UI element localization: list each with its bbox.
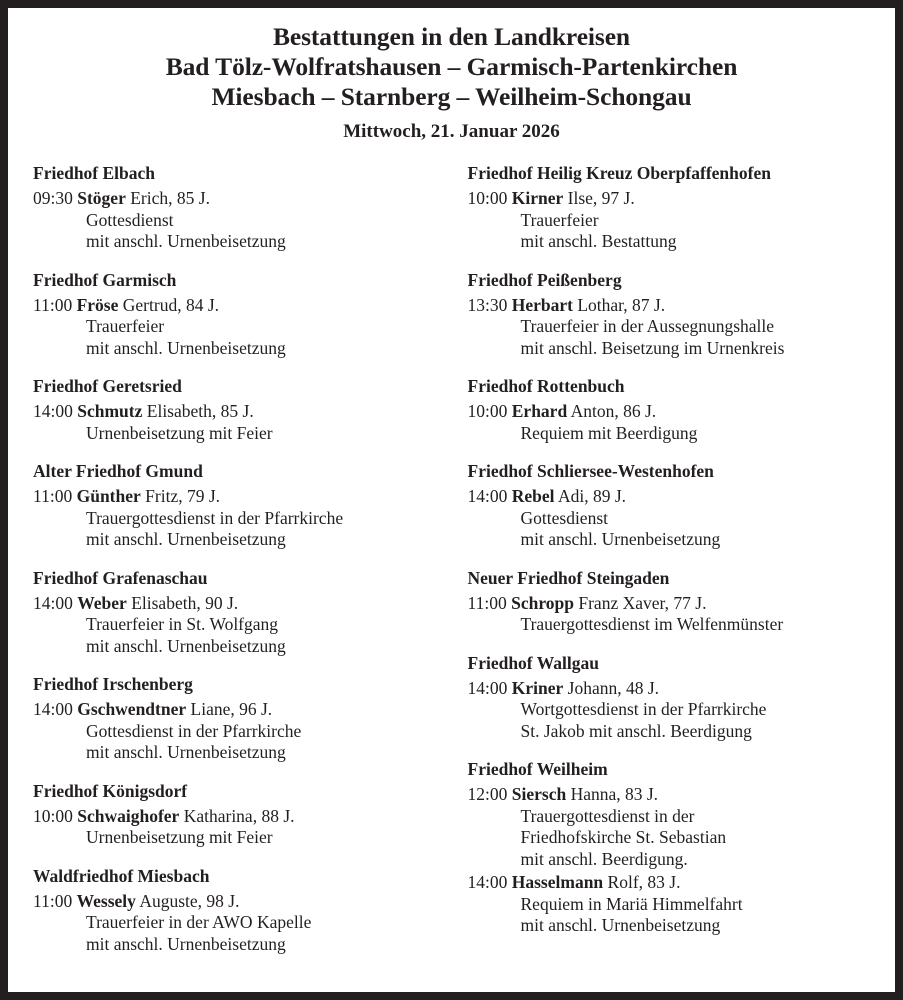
funeral-entry xyxy=(33,486,434,551)
entry-detail-line: mit anschl. Beisetzung im Urnenkreis xyxy=(520,337,785,358)
cemetery-name: Friedhof Peißenberg xyxy=(467,269,622,290)
cemetery-name: Friedhof Schliersee-Westenhofen xyxy=(467,461,714,481)
entry-given-name-and-age: Ilse, 97 J. xyxy=(563,188,635,208)
cemetery-block xyxy=(33,568,434,658)
cemetery-name: Waldfriedhof Miesbach xyxy=(33,865,210,886)
entry-detail-line: mit anschl. Urnenbeisetzung xyxy=(86,529,286,549)
funeral-entry xyxy=(33,188,434,253)
cemetery-block xyxy=(33,163,434,253)
entry-time: 13:30 xyxy=(467,294,508,315)
entry-given-name-and-age: Liane, 96 J. xyxy=(186,699,273,719)
cemetery-block xyxy=(33,270,434,360)
cemetery-block xyxy=(33,866,434,956)
cemetery-block xyxy=(468,163,876,253)
cemetery-block xyxy=(33,376,434,444)
masthead-date: Mittwoch, 21. Januar 2026 xyxy=(343,121,560,142)
entry-given-name-and-age: Rolf, 83 J. xyxy=(603,872,681,892)
entry-surname: Siersch xyxy=(511,784,567,804)
entry-headline xyxy=(33,295,434,317)
cemetery-block xyxy=(33,461,434,551)
entry-surname: Wessely xyxy=(76,890,136,911)
entry-given-name-and-age: Hanna, 83 J. xyxy=(566,784,659,804)
entry-detail-line: Trauerfeier in St. Wolfgang xyxy=(86,614,279,634)
entry-headline xyxy=(468,486,876,508)
entry-surname: Herbart xyxy=(511,294,573,315)
entry-time: 11:00 xyxy=(33,294,73,315)
funeral-entry xyxy=(33,593,434,658)
entry-detail-line: mit anschl. Bestattung xyxy=(520,231,677,251)
entry-headline xyxy=(33,401,434,423)
cemetery-name: Friedhof Irschenberg xyxy=(33,674,193,694)
entry-headline xyxy=(33,806,434,828)
entry-time: 14:00 xyxy=(467,872,508,892)
entry-given-name-and-age: Katharina, 88 J. xyxy=(179,805,295,826)
entry-time: 10:00 xyxy=(33,805,73,826)
entry-surname: Stöger xyxy=(77,188,126,208)
cemetery-name: Friedhof Garmisch xyxy=(33,269,177,290)
cemetery-block xyxy=(468,568,876,636)
entry-headline xyxy=(33,593,434,615)
funeral-entry xyxy=(33,401,434,444)
entry-headline xyxy=(468,784,876,806)
funeral-entry xyxy=(33,806,434,849)
cemetery-block xyxy=(468,653,876,743)
cemetery-name: Alter Friedhof Gmund xyxy=(33,461,203,481)
entry-detail-line: Gottesdienst xyxy=(86,209,174,230)
entry-time: 11:00 xyxy=(33,890,73,911)
entry-surname: Hasselmann xyxy=(511,872,604,892)
cemetery-name: Friedhof Weilheim xyxy=(467,759,608,779)
funeral-entry xyxy=(468,486,876,551)
entry-detail-line: mit anschl. Urnenbeisetzung xyxy=(86,231,286,251)
entry-detail-line: Trauergottesdienst in der Pfarrkirche xyxy=(86,507,344,528)
entry-given-name-and-age: Auguste, 98 J. xyxy=(135,890,240,911)
entry-headline xyxy=(33,188,434,210)
cemetery-name: Friedhof Grafenaschau xyxy=(33,567,208,588)
entry-given-name-and-age: Gertrud, 84 J. xyxy=(118,294,219,315)
entry-surname: Erhard xyxy=(511,401,568,421)
masthead xyxy=(28,22,875,144)
entry-detail-line: mit anschl. Urnenbeisetzung xyxy=(520,529,721,549)
cemetery-block xyxy=(33,781,434,849)
entry-headline xyxy=(468,872,876,894)
entry-surname: Gschwendtner xyxy=(77,699,187,719)
entry-given-name-and-age: Fritz, 79 J. xyxy=(140,486,221,506)
entry-detail-line: Urnenbeisetzung mit Feier xyxy=(86,422,273,443)
entry-surname: Rebel xyxy=(511,486,555,506)
entry-detail-line: Trauerfeier xyxy=(520,209,599,230)
entry-headline xyxy=(33,699,434,721)
entry-headline xyxy=(468,401,876,423)
funeral-entry xyxy=(468,188,876,253)
entry-detail-line: Trauerfeier xyxy=(86,316,165,336)
cemetery-name: Friedhof Wallgau xyxy=(467,652,599,673)
entry-detail-line: mit anschl. Urnenbeisetzung xyxy=(86,635,286,656)
funeral-entry xyxy=(468,295,876,360)
masthead-line-2: Bad Tölz-Wolfratshausen – Garmisch-Partenkirchen xyxy=(165,52,738,81)
funeral-entry xyxy=(468,784,876,870)
entry-detail-line: Trauergottesdienst im Welfenmünster xyxy=(520,614,784,634)
cemetery-name: Friedhof Rottenbuch xyxy=(467,376,625,396)
entry-headline xyxy=(468,295,876,317)
funeral-entry xyxy=(33,295,434,360)
entry-detail-line: Requiem in Mariä Himmelfahrt xyxy=(520,893,743,914)
entry-detail-line: St. Jakob mit anschl. Beerdigung xyxy=(520,720,752,741)
entry-surname: Schmutz xyxy=(77,401,143,421)
notices-column-right xyxy=(452,163,876,937)
entry-given-name-and-age: Elisabeth, 85 J. xyxy=(142,401,254,421)
entry-headline xyxy=(468,678,876,700)
entry-given-name-and-age: Johann, 48 J. xyxy=(563,677,660,698)
entry-time: 11:00 xyxy=(467,592,507,613)
entry-surname: Weber xyxy=(77,592,127,613)
entry-surname: Günther xyxy=(76,486,141,506)
entry-detail-line: Gottesdienst in der Pfarrkirche xyxy=(86,720,302,741)
entry-surname: Schwaighofer xyxy=(77,805,180,826)
masthead-line-3: Miesbach – Starnberg – Weilheim-Schongau xyxy=(211,82,692,111)
entry-time: 11:00 xyxy=(33,486,73,506)
entry-given-name-and-age: Anton, 86 J. xyxy=(567,401,657,421)
cemetery-name: Friedhof Elbach xyxy=(33,163,156,183)
entry-detail-line: mit anschl. Beerdigung. xyxy=(520,848,688,869)
entry-time: 14:00 xyxy=(33,592,73,613)
entry-detail-line: Trauerfeier in der Aussegnungshalle xyxy=(520,316,775,336)
entry-detail-line: mit anschl. Urnenbeisetzung xyxy=(86,933,286,954)
entry-detail-line: mit anschl. Urnenbeisetzung xyxy=(520,915,721,935)
cemetery-name: Neuer Friedhof Steingaden xyxy=(467,567,670,588)
funeral-entry xyxy=(33,699,434,764)
funeral-entry xyxy=(468,593,876,636)
notices-columns xyxy=(28,163,875,955)
entry-time: 10:00 xyxy=(467,188,508,208)
entry-surname: Schropp xyxy=(511,592,574,613)
entry-detail-line: Trauergottesdienst in der xyxy=(520,805,695,826)
entry-detail-line: mit anschl. Urnenbeisetzung xyxy=(86,742,286,762)
entry-time: 14:00 xyxy=(33,401,73,421)
entry-time: 14:00 xyxy=(467,486,508,506)
notices-column-left xyxy=(28,163,452,955)
entry-surname: Kirner xyxy=(511,188,564,208)
cemetery-name: Friedhof Heilig Kreuz Oberpfaffenhofen xyxy=(467,163,771,183)
funeral-entry xyxy=(468,401,876,444)
cemetery-block xyxy=(33,674,434,764)
cemetery-block xyxy=(468,759,876,937)
entry-time: 09:30 xyxy=(33,188,73,208)
entry-given-name-and-age: Erich, 85 J. xyxy=(125,188,210,208)
entry-detail-line: mit anschl. Urnenbeisetzung xyxy=(86,337,286,358)
entry-headline xyxy=(33,486,434,508)
entry-surname: Fröse xyxy=(76,294,119,315)
entry-detail-line: Gottesdienst xyxy=(520,507,608,528)
cemetery-block xyxy=(468,461,876,551)
entry-given-name-and-age: Adi, 89 J. xyxy=(554,486,627,506)
entry-detail-line: Urnenbeisetzung mit Feier xyxy=(86,827,273,847)
entry-headline xyxy=(468,593,876,615)
cemetery-name: Friedhof Geretsried xyxy=(33,376,182,396)
entry-time: 14:00 xyxy=(33,699,73,719)
entry-time: 14:00 xyxy=(467,677,508,698)
masthead-line-1: Bestattungen in den Landkreisen xyxy=(272,22,631,51)
entry-time: 10:00 xyxy=(467,401,508,421)
entry-given-name-and-age: Franz Xaver, 77 J. xyxy=(574,592,707,613)
cemetery-block xyxy=(468,376,876,444)
cemetery-block xyxy=(468,270,876,360)
entry-detail-line: Requiem mit Beerdigung xyxy=(520,422,698,443)
funeral-entry xyxy=(468,678,876,743)
entry-headline xyxy=(468,188,876,210)
entry-given-name-and-age: Lothar, 87 J. xyxy=(572,294,666,315)
cemetery-name: Friedhof Königsdorf xyxy=(33,780,188,801)
entry-detail-line: Friedhofskirche St. Sebastian xyxy=(520,827,727,847)
entry-detail-line: Trauerfeier in der AWO Kapelle xyxy=(86,912,312,932)
funeral-entry xyxy=(33,891,434,956)
entry-headline xyxy=(33,891,434,913)
funeral-entry xyxy=(468,872,876,937)
entry-given-name-and-age: Elisabeth, 90 J. xyxy=(126,592,239,613)
entry-surname: Kriner xyxy=(511,677,564,698)
entry-time: 12:00 xyxy=(467,784,508,804)
entry-detail-line: Wortgottesdienst in der Pfarrkirche xyxy=(520,699,767,719)
